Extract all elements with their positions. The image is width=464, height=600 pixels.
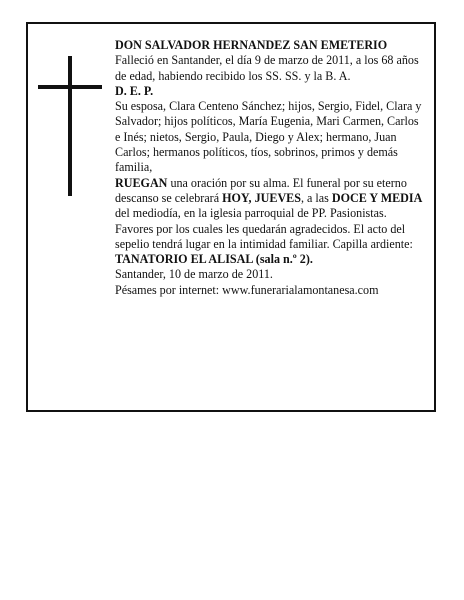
funeral-day: HOY, JUEVES	[222, 190, 301, 205]
obituary-text	[115, 38, 427, 298]
cross-icon-arm	[38, 85, 102, 89]
request-text: del mediodía, en la iglesia parroquial de PP. Pasionistas. Favores por los cuales les quedarán agradecidos. El acto del sepelio tendrá lugar en la intimidad familiar. Capilla ardiente:	[115, 206, 413, 251]
funeral-time: DOCE Y MEDIA	[331, 190, 423, 205]
request-verb: RUEGAN	[115, 175, 168, 190]
family-list: Su esposa, Clara Centeno Sánchez; hijos, Sergio, Fidel, Clara y Salvador; hijos políticos, María Eugenia, Mari Carmen, Carlos e Inés; nietos, Sergio, Paula, Diego y Alex; hermano, Juan Carlos; hermanos políticos, tíos, sobrinos, primos y demás familia,	[115, 99, 422, 175]
deceased-name: DON SALVADOR HERNANDEZ SAN EMETERIO	[115, 38, 388, 52]
cross-icon	[68, 56, 72, 196]
request-text: una oración por su alma. El funeral por su eterno descanso se celebrará	[115, 175, 407, 205]
condolences-line: Pésames por internet: www.funerarialamontanesa.com	[115, 282, 379, 297]
rip-heading: D. E. P.	[115, 83, 154, 98]
request-text: , a las	[300, 190, 332, 205]
place-date: Santander, 10 de marzo de 2011.	[115, 267, 273, 282]
chapel-name: TANATORIO EL ALISAL (sala n.º 2).	[115, 252, 313, 267]
funeral-request	[115, 176, 427, 252]
death-statement: Falleció en Santander, el día 9 de marzo de 2011, a los 68 años de edad, habiendo recibido los SS. SS. y la B. A.	[115, 53, 419, 83]
